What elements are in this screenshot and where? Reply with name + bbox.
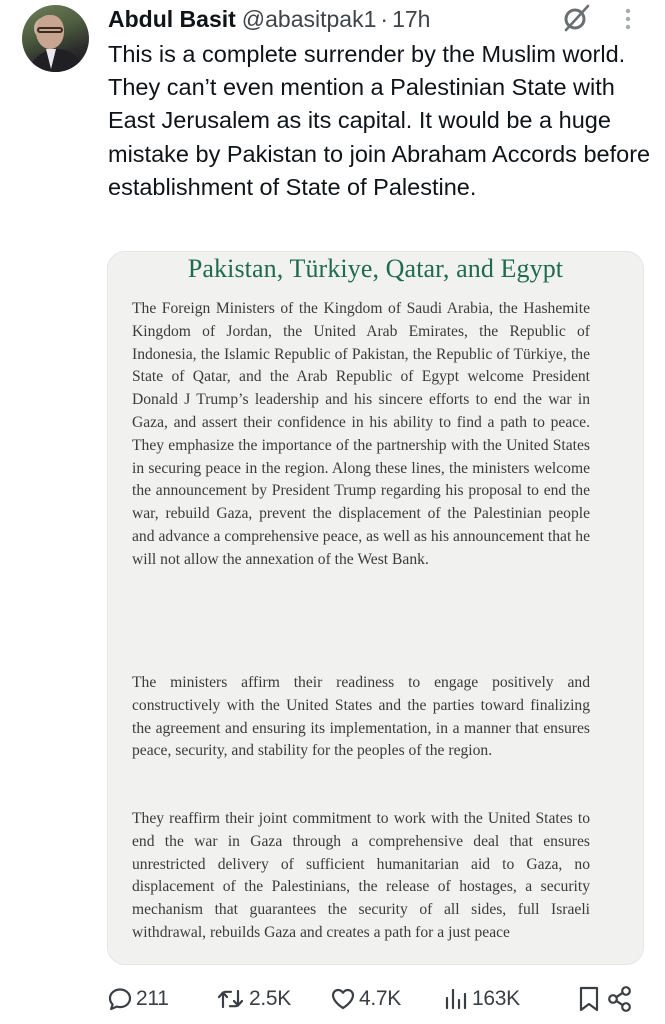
avatar-suit — [28, 49, 86, 72]
document-paragraph: They reaffirm their joint commitment to work with the United States to end the war in Gaza through a comprehensive deal that ensures unrestricted delivery of sufficient humanitarian aid to Gaza, no displacement of the Palestinians, the release of hostages, a security mechanism that guarantees the security of all sides, full Israeli withdrawal, rebuilds Gaza and creates a path for a just peace — [132, 810, 590, 941]
bookmark-button[interactable] — [578, 980, 600, 1018]
repost-count: 2.5K — [249, 987, 291, 1010]
author-name[interactable]: Abdul Basit — [108, 5, 236, 32]
views-bar-chart-icon — [443, 986, 469, 1012]
reply-button[interactable] — [107, 980, 169, 1018]
heart-icon — [330, 986, 356, 1012]
reply-count: 211 — [136, 987, 169, 1010]
document-title: Pakistan, Türkiye, Qatar, and Egypt — [187, 254, 564, 283]
attached-image[interactable] — [107, 251, 644, 965]
repost-icon — [216, 986, 246, 1012]
more-vertical-icon[interactable] — [622, 6, 634, 32]
separator-dot: · — [380, 5, 389, 32]
views-button[interactable] — [443, 980, 520, 1018]
avatar-glasses — [37, 27, 63, 33]
document-paragraph: The ministers affirm their readiness to engage positively and constructively with the United States and the parties toward finalizing the agreement and ensuring its implementation, in a manner that ensures peace, security, and stability for the peoples of the region. — [132, 674, 590, 760]
grok-icon[interactable] — [560, 3, 592, 33]
post-time[interactable]: 17h — [392, 5, 431, 32]
avatar[interactable] — [22, 5, 89, 72]
like-count: 4.7K — [359, 987, 401, 1010]
tweet-text: This is a complete surrender by the Muslim world. They can’t even mention a Palestinian State with East Jerusalem as its capital. It would be a huge mistake by Pakistan to join Abraham Accords before establishment of State of Palestine. — [108, 41, 651, 200]
author-handle[interactable]: @abasitpak1 — [241, 5, 377, 32]
document-paragraph: The Foreign Ministers of the Kingdom of Saudi Arabia, the Hashemite Kingdom of Jordan, the United Arab Emirates, the Republic of Indonesia, the Islamic Republic of Pakistan, the Republic of Türkiye, the State of Qatar, and the Arab Republic of Egypt welcome President Donald J Trump’s leadership and his sincere efforts to end the war in Gaza, and assert their confidence in his ability to find a path to peace. They emphasize the importance of the partnership with the United States in securing peace in the region. Along these lines, the ministers welcome the announcement by President Trump regarding his proposal to end the war, rebuild Gaza, prevent the displacement of the Palestinian people and advance a comprehensive peace, as well as his announcement that he will not allow the annexation of the West Bank. — [132, 300, 590, 568]
share-icon — [606, 985, 634, 1013]
tweet-header — [108, 2, 430, 36]
reply-bubble-icon — [107, 986, 133, 1012]
views-count: 163K — [472, 987, 520, 1010]
bookmark-icon — [578, 985, 600, 1013]
like-button[interactable] — [330, 980, 401, 1018]
action-bar — [0, 980, 665, 1018]
share-button[interactable] — [606, 980, 634, 1018]
repost-button[interactable] — [216, 980, 291, 1018]
